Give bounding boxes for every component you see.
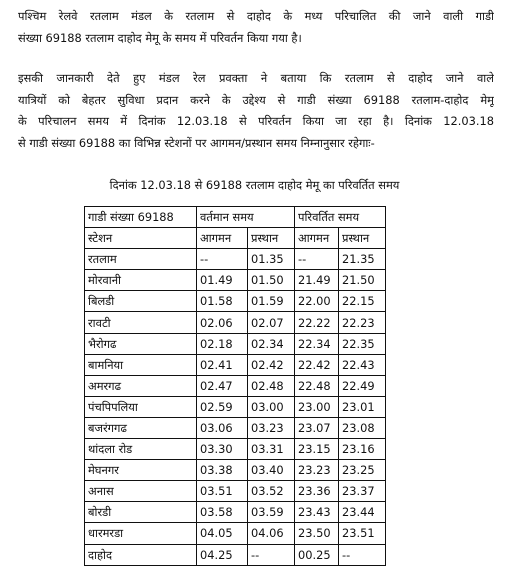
group-header-row (85, 207, 386, 228)
current-arrival-cell: 02.47 (197, 375, 248, 396)
current-arrival-cell: 03.51 (197, 481, 248, 502)
table-row (85, 523, 386, 544)
table-row (85, 396, 386, 417)
current-arrival-cell: 03.38 (197, 460, 248, 481)
revised-arrival-cell: 22.48 (295, 375, 339, 396)
table-row (85, 312, 386, 333)
current-departure-cell: 03.52 (248, 481, 295, 502)
current-arrival-header: आगमन (197, 228, 248, 249)
current-departure-cell: 03.40 (248, 460, 295, 481)
revised-departure-cell: 22.15 (339, 291, 386, 312)
revised-arrival-cell: 23.07 (295, 417, 339, 438)
table-row (85, 291, 386, 312)
current-departure-cell: 01.50 (248, 270, 295, 291)
current-arrival-cell: 02.41 (197, 354, 248, 375)
station-name-cell: अमरगढ (85, 375, 197, 396)
current-departure-cell: 02.34 (248, 333, 295, 354)
table-row (85, 333, 386, 354)
paragraph-line: पश्चिम रेलवे रतलाम मंडल के रतलाम से दाहोद के मध्य परिचालित की जाने वाली गाडी (18, 9, 494, 23)
current-arrival-cell: 02.06 (197, 312, 248, 333)
station-name-cell: बोरडी (85, 502, 197, 523)
revised-arrival-cell: 00.25 (295, 544, 339, 565)
paragraph-line: इसकी जानकारी देते हुए मंडल रेल प्रवक्ता ने बताया कि रतलाम से दाहोद जाने वाले (18, 71, 494, 85)
table-row (85, 502, 386, 523)
revised-departure-cell: 23.01 (339, 396, 386, 417)
revised-arrival-cell: 22.34 (295, 333, 339, 354)
current-arrival-cell: 02.18 (197, 333, 248, 354)
station-name-cell: अनास (85, 481, 197, 502)
revised-time-header: परिवर्तित समय (295, 207, 386, 228)
current-arrival-cell: 03.30 (197, 439, 248, 460)
current-arrival-cell: 04.05 (197, 523, 248, 544)
revised-departure-cell: 23.08 (339, 417, 386, 438)
current-arrival-cell: 01.58 (197, 291, 248, 312)
current-departure-cell: 03.00 (248, 396, 295, 417)
current-arrival-cell: 03.58 (197, 502, 248, 523)
revised-departure-cell: 22.23 (339, 312, 386, 333)
revised-arrival-cell: 22.22 (295, 312, 339, 333)
revised-departure-cell: 22.49 (339, 375, 386, 396)
station-name-cell: धारमरडा (85, 523, 197, 544)
current-arrival-cell: 04.25 (197, 544, 248, 565)
current-departure-cell: 01.59 (248, 291, 295, 312)
current-departure-cell: -- (248, 544, 295, 565)
revised-departure-cell: 23.25 (339, 460, 386, 481)
station-name-cell: बामनिया (85, 354, 197, 375)
revised-arrival-cell: 22.00 (295, 291, 339, 312)
revised-departure-cell: 23.37 (339, 481, 386, 502)
current-departure-cell: 02.42 (248, 354, 295, 375)
revised-departure-cell: -- (339, 544, 386, 565)
revised-departure-cell: 23.51 (339, 523, 386, 544)
table-row (85, 354, 386, 375)
current-departure-cell: 01.35 (248, 249, 295, 270)
revised-arrival-cell: 21.49 (295, 270, 339, 291)
notice-paragraph-1 (18, 6, 494, 49)
timetable-body (85, 249, 386, 565)
station-header: स्टेशन (85, 228, 197, 249)
paragraph-line: संख्या 69188 रतलाम दाहोद मेमू के समय में परिवर्तन किया गया है। (18, 30, 302, 45)
current-departure-cell: 04.06 (248, 523, 295, 544)
table-row (85, 439, 386, 460)
table-row (85, 460, 386, 481)
notice-paragraph-2 (18, 68, 494, 154)
revised-departure-header: प्रस्थान (339, 228, 386, 249)
timetable (84, 206, 386, 566)
current-arrival-cell: 02.59 (197, 396, 248, 417)
revised-arrival-header: आगमन (295, 228, 339, 249)
revised-departure-cell: 22.43 (339, 354, 386, 375)
table-row (85, 544, 386, 565)
station-name-cell: दाहोद (85, 544, 197, 565)
revised-arrival-cell: 23.23 (295, 460, 339, 481)
station-name-cell: रतलाम (85, 249, 197, 270)
revised-departure-cell: 23.16 (339, 439, 386, 460)
current-time-header: वर्तमान समय (197, 207, 295, 228)
current-departure-cell: 03.31 (248, 439, 295, 460)
table-row (85, 417, 386, 438)
station-name-cell: बिलडी (85, 291, 197, 312)
station-name-cell: पंचपिपलिया (85, 396, 197, 417)
current-arrival-cell: 01.49 (197, 270, 248, 291)
revised-arrival-cell: 23.50 (295, 523, 339, 544)
current-departure-header: प्रस्थान (248, 228, 295, 249)
revised-departure-cell: 22.35 (339, 333, 386, 354)
table-row (85, 249, 386, 270)
revised-arrival-cell: 23.43 (295, 502, 339, 523)
current-departure-cell: 03.23 (248, 417, 295, 438)
revised-departure-cell: 23.44 (339, 502, 386, 523)
station-name-cell: मोरवानी (85, 270, 197, 291)
table-row (85, 270, 386, 291)
paragraph-line: के परिचालन समय में दिनांक 12.03.18 से परिवर्तन किया जा रहा है। दिनांक 12.03.18 (18, 114, 494, 128)
current-arrival-cell: -- (197, 249, 248, 270)
revised-departure-cell: 21.35 (339, 249, 386, 270)
revised-departure-cell: 21.50 (339, 270, 386, 291)
revised-arrival-cell: 23.15 (295, 439, 339, 460)
station-name-cell: मेघनगर (85, 460, 197, 481)
station-name-cell: रावटी (85, 312, 197, 333)
current-arrival-cell: 03.06 (197, 417, 248, 438)
table-row (85, 375, 386, 396)
station-name-cell: थांदला रोड (85, 439, 197, 460)
paragraph-line: से गाडी संख्या 69188 का विभिन्न स्टेशनों पर आगमन/प्रस्थान समय निम्नानुसार रहेगाः- (18, 135, 375, 150)
revised-arrival-cell: 23.00 (295, 396, 339, 417)
revised-arrival-cell: 23.36 (295, 481, 339, 502)
current-departure-cell: 02.07 (248, 312, 295, 333)
current-departure-cell: 03.59 (248, 502, 295, 523)
revised-arrival-cell: 22.42 (295, 354, 339, 375)
paragraph-line: यात्रियों को बेहतर सुविधा प्रदान करने के उद्देश्य से गाडी संख्या 69188 रतलाम-दाहोद मेमू (18, 92, 494, 107)
sub-header-row (85, 228, 386, 249)
table-row (85, 481, 386, 502)
station-name-cell: बजरंगगढ (85, 417, 197, 438)
station-name-cell: भैरोगढ (85, 333, 197, 354)
train-number-header: गाडी संख्या 69188 (85, 207, 197, 228)
revised-arrival-cell: -- (295, 249, 339, 270)
table-title: दिनांक 12.03.18 से 69188 रतलाम दाहोद मेमू का परिवर्तित समय (109, 178, 400, 192)
current-departure-cell: 02.48 (248, 375, 295, 396)
